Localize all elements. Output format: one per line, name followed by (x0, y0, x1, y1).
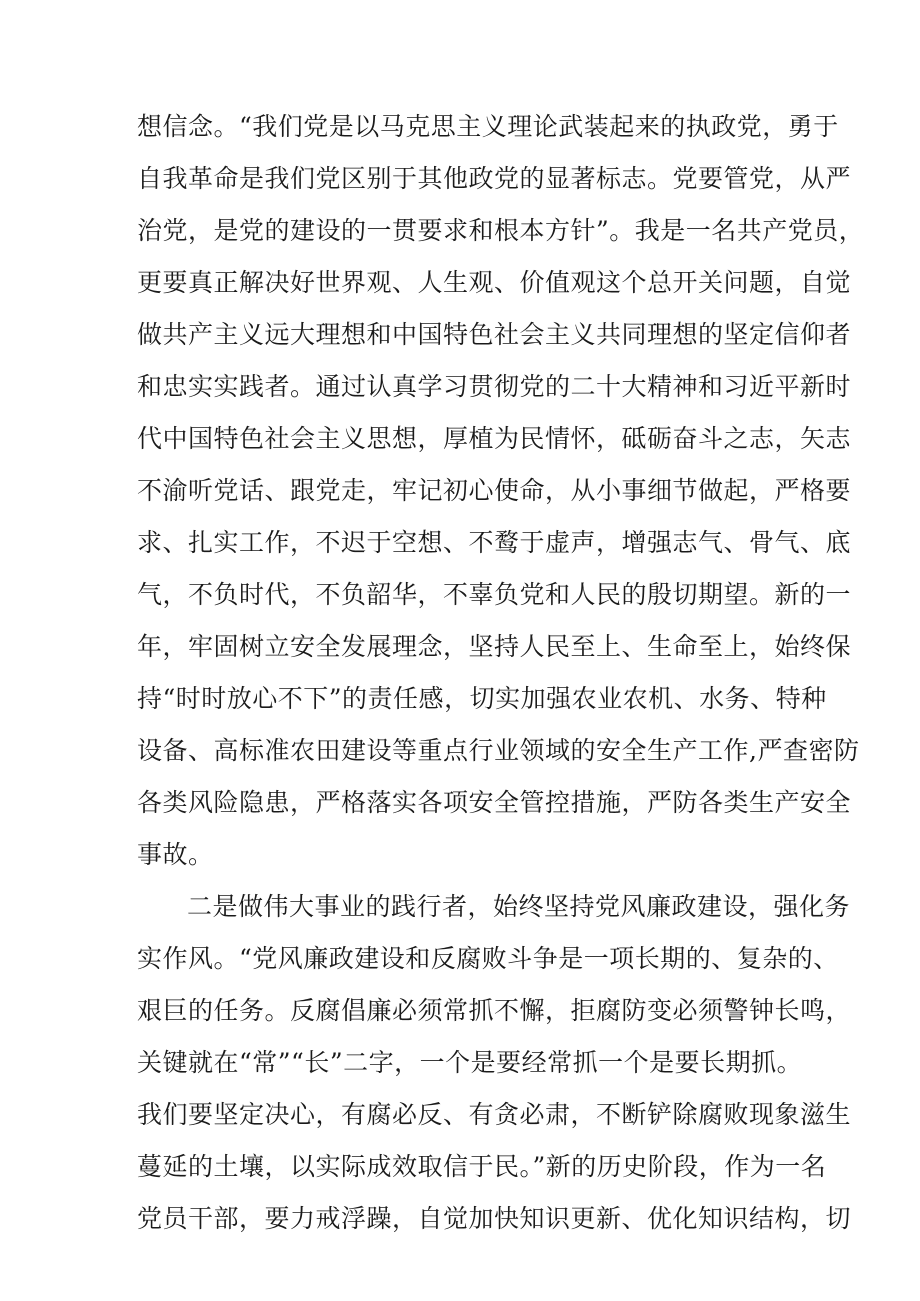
text-line: 各类风险隐患，严格落实各项安全管控措施，严防各类生产安全 (137, 788, 852, 817)
text-line: 艰巨的任务。反腐倡廉必须常抓不懈，拒腐防变必须警钟长鸣， (137, 996, 852, 1025)
paragraph-first-line: 二是做伟大事业的践行者，始终坚持党风廉政建设，强化务 (187, 892, 851, 921)
text-line: 和忠实实践者。通过认真学习贯彻党的二十大精神和习近平新时 (137, 372, 852, 401)
text-line: 事故。 (137, 840, 214, 869)
text-line: 代中国特色社会主义思想，厚植为民情怀，砥砺奋斗之志，矢志 (137, 424, 852, 453)
text-line: 实作风。“党风廉政建设和反腐败斗争是一项长期的、复杂的、 (137, 944, 839, 973)
text-line: 年，牢固树立安全发展理念，坚持人民至上、生命至上，始终保 (137, 632, 852, 661)
text-line: 不渝听党话、跟党走，牢记初心使命，从小事细节做起，严格要 (137, 476, 852, 505)
text-line: 求、扎实工作，不迟于空想、不鹜于虚声，增强志气、骨气、底 (137, 528, 852, 557)
text-line: 治党，是党的建设的一贯要求和根本方针”。我是一名共产党员， (137, 216, 865, 245)
text-line: 关键就在“常”“长”二字，一个是要经常抓一个是要长期抓。 (137, 1048, 803, 1077)
text-line: 蔓延的土壤，以实际成效取信于民。”新的历史阶段，作为一名 (137, 1152, 827, 1181)
text-line: 气，不负时代，不负韶华，不辜负党和人民的殷切期望。新的一 (137, 580, 852, 609)
text-line: 更要真正解决好世界观、人生观、价值观这个总开关问题，自觉 (137, 268, 852, 297)
text-line: 做共产主义远大理想和中国特色社会主义共同理想的坚定信仰者 (137, 320, 852, 349)
text-line: 自我革命是我们党区别于其他政党的显著标志。党要管党，从严 (137, 164, 852, 193)
text-line: 设备、高标准农田建设等重点行业领域的安全生产工作,严查密防 (137, 736, 860, 765)
text-line: 想信念。“我们党是以马克思主义理论武装起来的执政党，勇于 (137, 112, 839, 141)
text-line: 持“时时放心不下”的责任感，切实加强农业农机、水务、特种 (137, 684, 827, 713)
text-line: 我们要坚定决心，有腐必反、有贪必肃，不断铲除腐败现象滋生 (137, 1100, 852, 1129)
text-line: 党员干部，要力戒浮躁，自觉加快知识更新、优化知识结构，切 (137, 1204, 852, 1233)
